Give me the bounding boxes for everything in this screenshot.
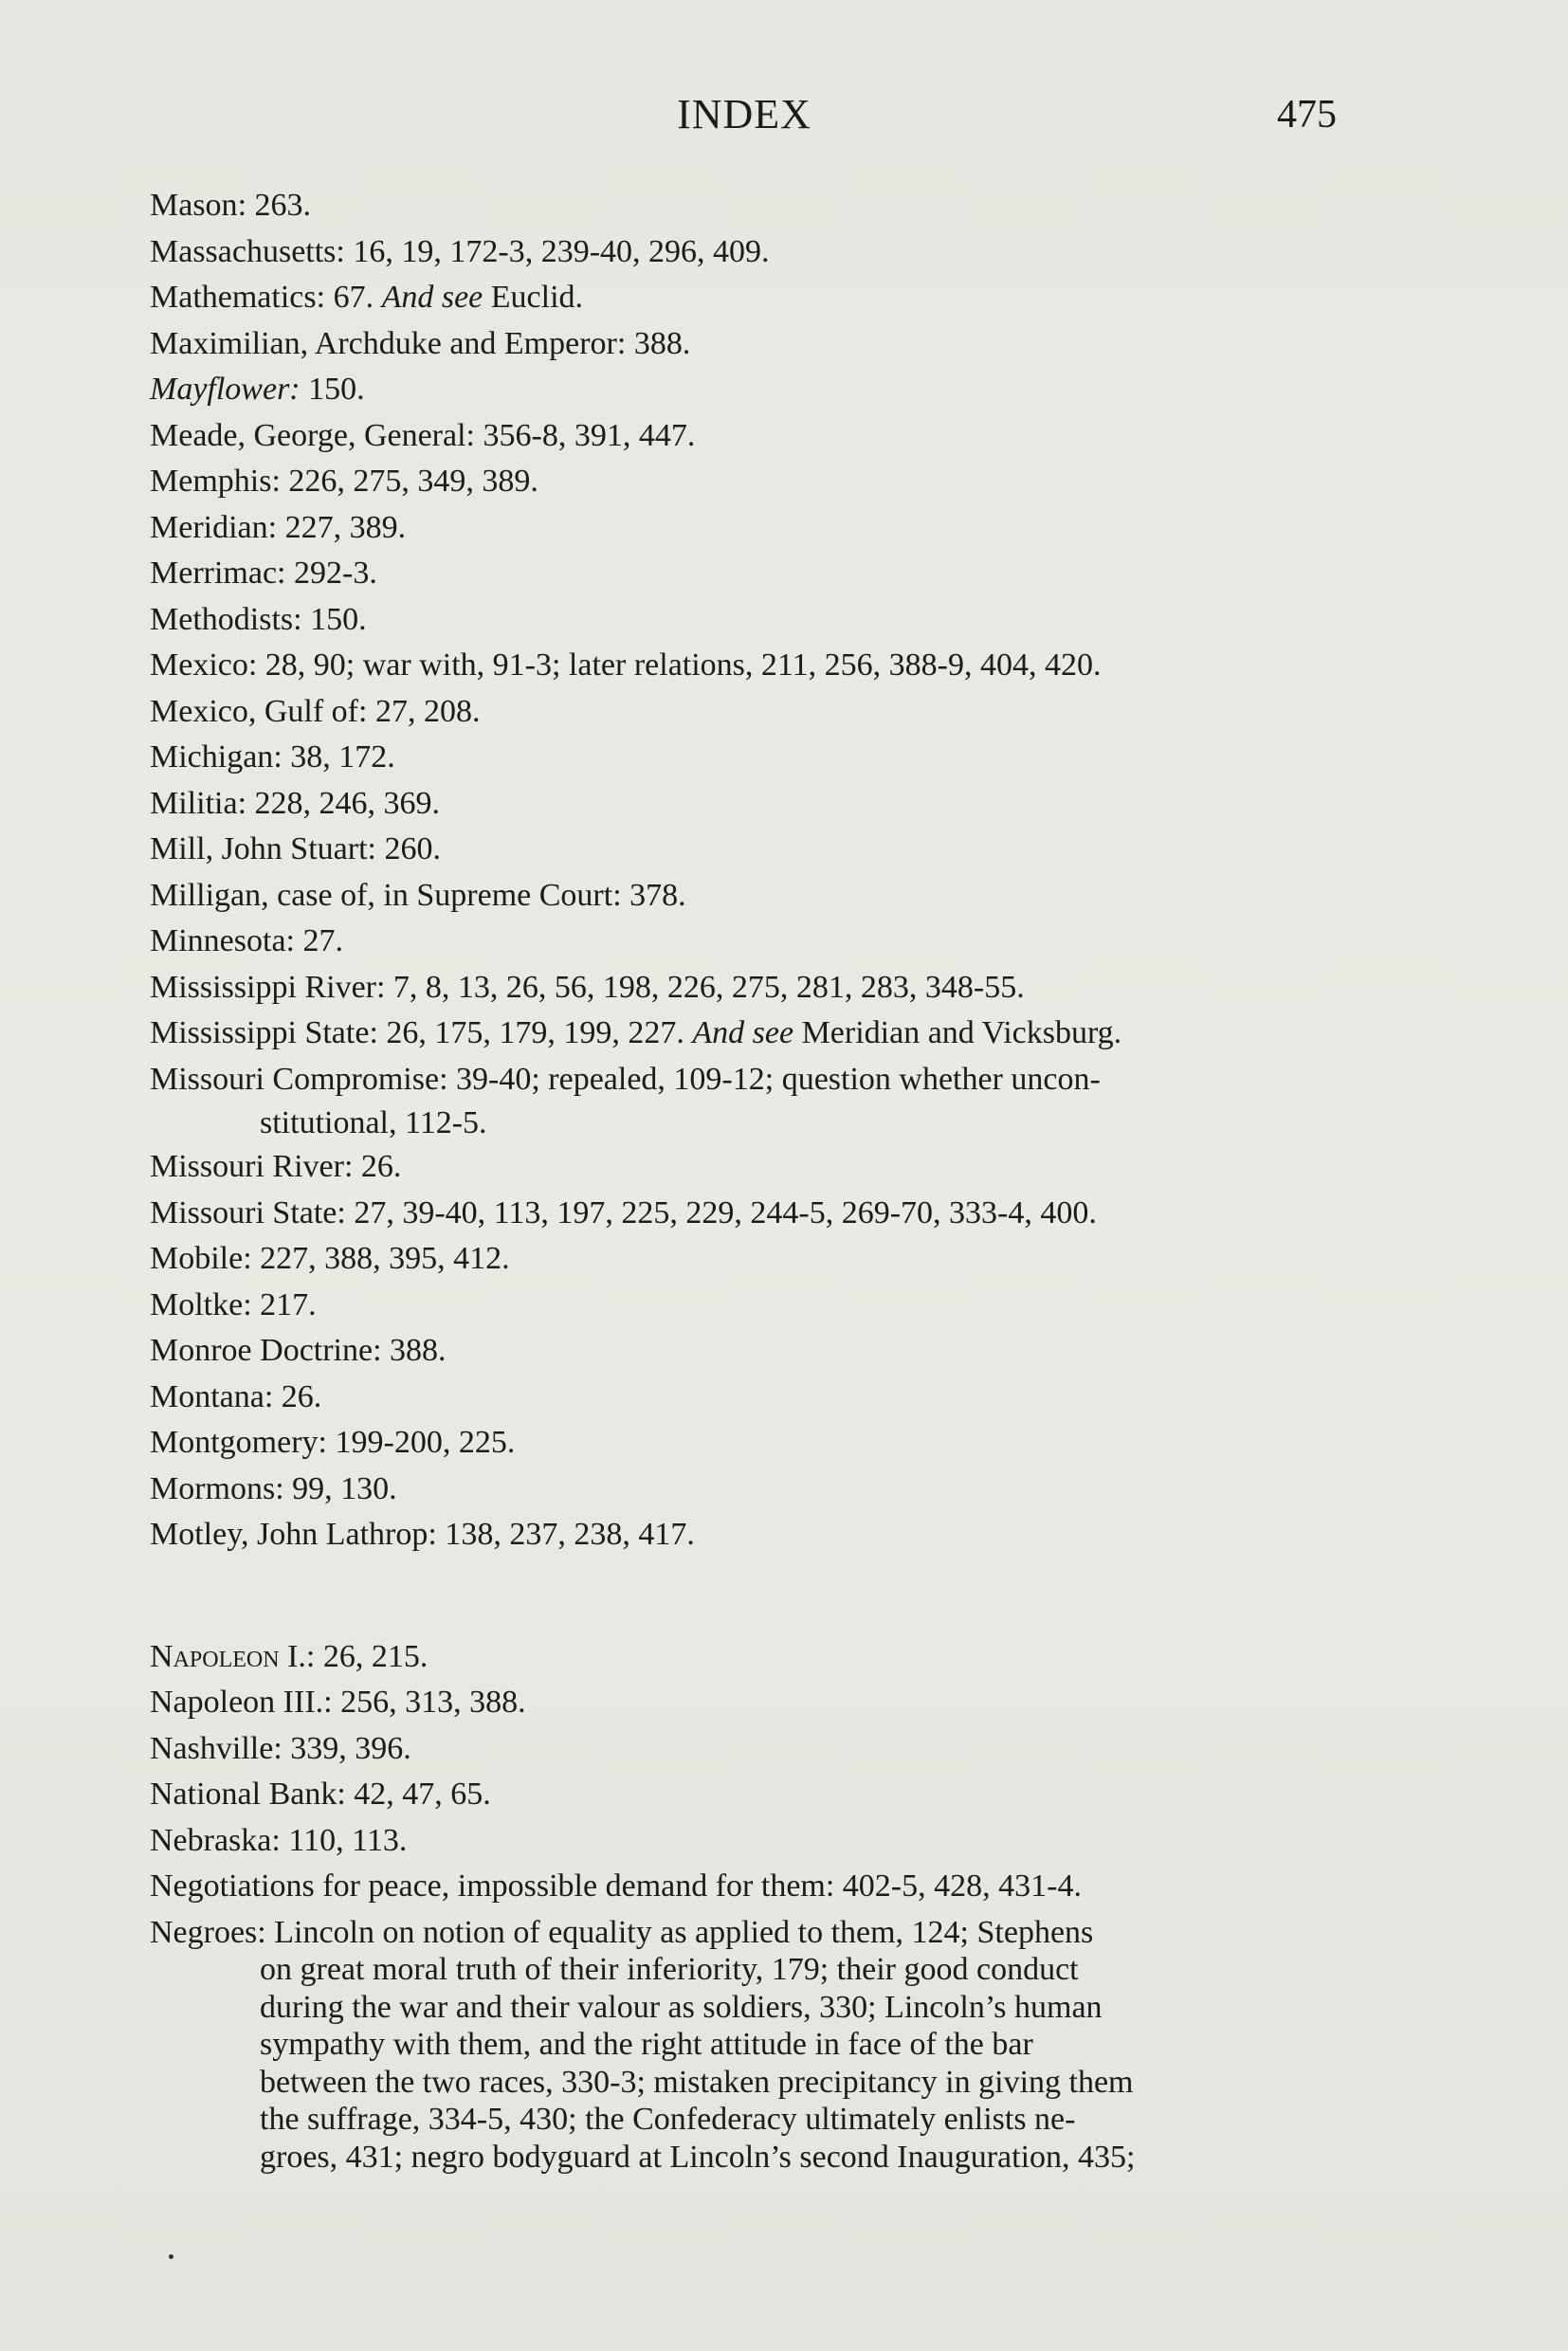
index-entry	[150, 965, 1382, 1011]
entry-heading	[150, 1639, 306, 1674]
entry-references: : 339, 396.	[273, 1730, 411, 1766]
entry-references: : 27, 208.	[358, 693, 481, 729]
entry-references: : 27.	[285, 923, 343, 958]
index-entries	[150, 183, 1382, 2176]
index-entry	[150, 1236, 1382, 1283]
index-entry	[150, 183, 1382, 229]
entry-references: : 388.	[373, 1333, 447, 1368]
entry-references: : 228, 246, 369.	[237, 785, 441, 821]
index-entry	[150, 505, 1382, 552]
entry-heading: Mayflower:	[150, 372, 301, 407]
heading-initial: N	[150, 1638, 173, 1674]
section-gap	[150, 1558, 1382, 1634]
entry-heading: Methodists	[150, 601, 294, 637]
index-entry	[150, 413, 1382, 460]
see-also-target: Euclid.	[483, 280, 584, 315]
entry-heading: Meridian	[150, 509, 268, 545]
entry-heading: Montgomery	[150, 1425, 319, 1460]
entry-references: : 256, 313, 388.	[323, 1685, 526, 1720]
entry-references: : 150.	[293, 601, 367, 637]
entry-references: : 402-5, 428, 431-4.	[825, 1868, 1082, 1904]
ink-speck	[169, 2254, 173, 2259]
entry-heading: Mississippi River	[150, 969, 376, 1005]
entry-references: : 226, 275, 349, 389.	[271, 464, 538, 499]
entry-heading: Mobile	[150, 1241, 244, 1276]
index-entry	[150, 229, 1382, 276]
entry-references: : 217.	[243, 1286, 317, 1322]
index-entry	[150, 1680, 1382, 1726]
entry-references: : 227, 389.	[267, 509, 407, 545]
entry-heading: Mormons	[150, 1470, 276, 1506]
page-number: 475	[1277, 93, 1337, 137]
index-entry	[150, 781, 1382, 828]
entry-heading: Memphis	[150, 464, 272, 499]
entry-references: : 27, 39-40, 113, 197, 225, 229, 244-5, 269-70, 333-4, 400.	[337, 1194, 1097, 1230]
entry-references: : 28, 90; war with, 91-3; later relations, 211, 256, 388-9, 404, 420.	[247, 647, 1102, 683]
entry-heading: Mason	[150, 188, 238, 223]
entry-references: : 67.	[316, 280, 374, 315]
negroes-first-line	[150, 1914, 1382, 1952]
index-entry	[150, 1726, 1382, 1773]
entry-references: : 26.	[264, 1378, 322, 1414]
entry-references: : 99, 130.	[275, 1470, 397, 1506]
entry-heading: Meade, George, General	[150, 417, 466, 453]
see-also-label: And see	[692, 1015, 794, 1050]
index-entry	[150, 735, 1382, 781]
entry-heading: Missouri State	[150, 1194, 337, 1230]
negroes-line-2: on great moral truth of their inferiority, 179; their good conduct	[260, 1952, 1079, 1987]
entry-references: : 38, 172.	[273, 739, 395, 775]
index-entry	[150, 321, 1382, 368]
index-entry	[150, 1011, 1382, 1057]
entry-references: : 378.	[612, 877, 686, 913]
entry-references: : 199-200, 225.	[318, 1425, 516, 1460]
entry-references: : 110, 113.	[271, 1822, 408, 1858]
entry-heading: Mathematics	[150, 280, 317, 315]
entry-heading: Nashville	[150, 1730, 274, 1766]
index-entry	[150, 1375, 1382, 1421]
entry-references: : 227, 388, 395, 412.	[243, 1241, 510, 1276]
entry-references: : 16, 19, 172-3, 239-40, 296, 409.	[336, 233, 770, 269]
index-section-n	[150, 1634, 1382, 1910]
entry-heading: Militia	[150, 785, 238, 821]
entry-heading: Mississippi State	[150, 1015, 370, 1050]
heading-small-caps: apoleon	[173, 1638, 280, 1674]
entry-heading: Missouri Compromise	[150, 1061, 440, 1097]
index-section-m	[150, 183, 1382, 1558]
running-head	[152, 90, 1337, 147]
entry-references: : 292-3.	[277, 556, 377, 591]
negroes-line-7: groes, 431; negro bodyguard at Lincoln’s second Inauguration, 435;	[260, 2139, 1136, 2175]
index-entry	[150, 367, 1382, 413]
entry-heading: Monroe Doctrine	[150, 1333, 374, 1368]
entry-heading: Maximilian, Archduke and Emperor	[150, 325, 617, 361]
entry-references: : 260.	[367, 831, 441, 866]
index-entry	[150, 643, 1382, 689]
negroes-line-3: during the war and their valour as soldiers, 330; Lincoln’s human	[260, 1989, 1103, 2025]
entry-heading: Negroes	[150, 1914, 258, 1950]
entry-heading: Negotiations for peace, impossible demand for them	[150, 1868, 826, 1904]
entry-references: : 26.	[343, 1149, 402, 1184]
entry-references: : 263.	[237, 188, 312, 223]
entry-heading: Minnesota	[150, 923, 286, 958]
index-entry	[150, 597, 1382, 644]
index-entry	[150, 1467, 1382, 1513]
see-also-target: Meridian and Vicksburg.	[793, 1015, 1122, 1050]
entry-continuation: stitutional, 112-5.	[260, 1105, 487, 1140]
index-entry	[150, 551, 1382, 597]
index-entry	[150, 1864, 1382, 1910]
entry-heading: Mexico	[150, 647, 248, 683]
index-entry	[150, 1634, 1382, 1681]
entry-references: : Lincoln on notion of equality as applied to them, 124; Stephens	[257, 1914, 1094, 1950]
index-entry	[150, 1818, 1382, 1865]
entry-references: : 26, 215.	[305, 1638, 428, 1674]
index-entry	[150, 873, 1382, 920]
negroes-line-4: sympathy with them, and the right attitude in face of the bar	[260, 2027, 1033, 2062]
entry-references: : 388.	[616, 325, 691, 361]
index-entry	[150, 827, 1382, 873]
entry-heading: Montana	[150, 1378, 264, 1414]
entry-heading: National Bank	[150, 1777, 337, 1812]
entry-heading: Michigan	[150, 739, 274, 775]
entry-heading: Massachusetts	[150, 233, 337, 269]
entry-references: : 356-8, 391, 447.	[465, 417, 696, 453]
entry-references: : 26, 175, 179, 199, 227.	[369, 1015, 684, 1050]
entry-heading: Motley, John Lathrop	[150, 1517, 428, 1552]
index-entry	[150, 1328, 1382, 1375]
see-also-label: And see	[381, 280, 483, 315]
entry-references: 150.	[300, 372, 365, 407]
entry-references: : 42, 47, 65.	[337, 1777, 491, 1812]
index-entry	[150, 1772, 1382, 1818]
negroes-line-5: between the two races, 330-3; mistaken precipitancy in giving them	[260, 2064, 1134, 2100]
page-title: INDEX	[677, 91, 811, 137]
entry-heading: Milligan, case of, in Supreme Court	[150, 877, 613, 913]
index-entry	[150, 1283, 1382, 1329]
index-entry	[150, 1191, 1382, 1237]
heading-suffix: I.	[279, 1638, 306, 1674]
index-entry-negroes	[150, 1914, 1382, 2177]
index-entry	[150, 1420, 1382, 1467]
index-entry	[150, 1057, 1382, 1145]
entry-heading: Moltke	[150, 1286, 244, 1322]
index-entry	[150, 1144, 1382, 1191]
index-entry	[150, 459, 1382, 505]
index-entry	[150, 1512, 1382, 1558]
index-entry	[150, 919, 1382, 965]
entry-heading: Napoleon III.	[150, 1685, 324, 1720]
negroes-line-6: the suffrage, 334-5, 430; the Confederacy ultimately enlists ne-	[260, 2102, 1076, 2137]
entry-references: : 138, 237, 238, 417.	[428, 1517, 695, 1552]
index-entry	[150, 275, 1382, 321]
entry-references: : 7, 8, 13, 26, 56, 198, 226, 275, 281, 283, 348-55.	[375, 969, 1025, 1005]
entry-heading: Merrimac	[150, 556, 278, 591]
entry-heading: Mill, John Stuart	[150, 831, 368, 866]
entry-heading: Mexico, Gulf of	[150, 693, 359, 729]
index-entry	[150, 689, 1382, 736]
entry-references: : 39-40; repealed, 109-12; question whether uncon-	[439, 1061, 1101, 1097]
entry-heading: Nebraska	[150, 1822, 272, 1858]
entry-heading: Missouri River	[150, 1149, 344, 1184]
